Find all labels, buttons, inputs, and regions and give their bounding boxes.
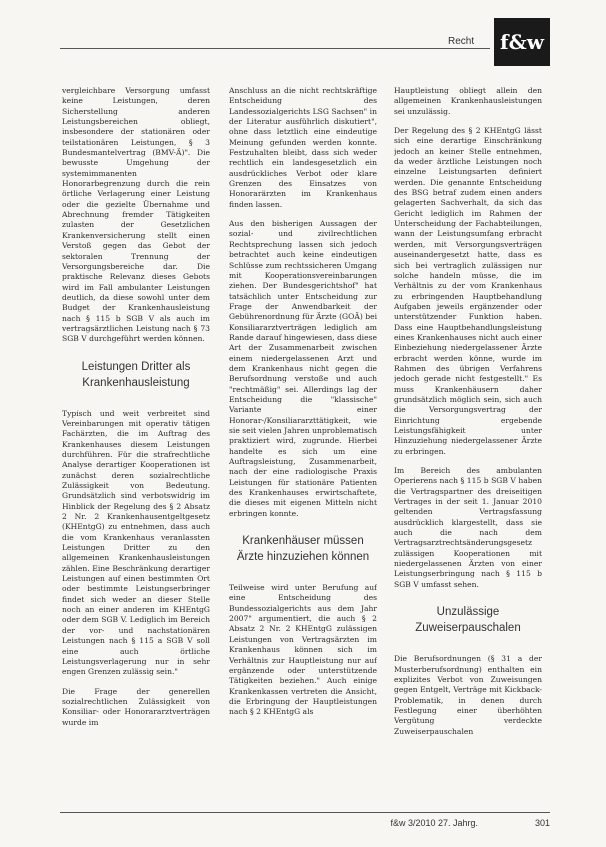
- body-paragraph: Im Bereich des ambulanten Operierens nach § 115 b SGB V haben die Vertragspartner des dreiseitigen Vertrages in der seit 1. Januar 2010 geltenden Vertragsfassung ausdrücklich klargestellt, dass sie auch die nach dem Vertragsarztrechtsänderungsgesetz zulässigen Kooperationen mit niedergelassenen Ärzten von einer Leistungserbringung nach § 115 b SGB V umfasst sehen.: [394, 466, 542, 589]
- page-number: 301: [534, 818, 550, 828]
- body-paragraph: Die Berufsordnungen (§ 31 a der Musterberufsordnung) enthalten ein explizites Verbot von Zuweisungen gegen Entgelt, Verträge mit Kickback-Problematik, in denen durch Festlegung einer überhöhten Vergütung verdeckte Zuweiserpauschalen: [394, 654, 542, 736]
- body-paragraph: Teilweise wird unter Berufung auf eine Entscheidung des Bundessozialgerichts aus dem Jahr 2007" argumentiert, die auch § 2 Absatz 2 Nr. 2 KHEntgG zulässigen Leistungen von Vertragsärzten im Krankenhaus können sich im Verhältnis zur Hauptleistung nur auf ergänzende oder unterstützende Tätigkeiten beziehen." Auch einige Krankenkassen vertreten die Ansicht, die Erbringung der Hauptleistungen nach § 2 KHEntgG als: [229, 583, 377, 717]
- footer-issue: f&w 3/2010 27. Jahrg.: [390, 818, 478, 828]
- body-paragraph: Aus den bisherigen Aussagen der sozial- und zivilrechtlichen Rechtsprechung lassen sich jedoch betrachtet auch keine eindeutigen Schlüsse zum rechtssicheren Umgang mit Kooperationsvereinbarungen ziehen. Der Bundesgerichtshof" hat tatsächlich unter Entscheidung zur Frage der Anwendbarkeit der Gebührenordnung für Ärzte (GOÄ) bei Konsiliararztverträgen lediglich am Rande darauf hingewiesen, dass diese Art der Zusammenarbeit zwischen einem niedergelassenen Arzt und dem Krankenhaus nicht gegen die Berufsordnung verstoße und auch "rechtmäßig" sei. Allerdings lag der Entscheidung die "klassische" Variante einer Honorar-/Konsiliararzttätigkeit, wie sie seit vielen Jahren unproblematisch praktiziert wird, zugrunde. Hierbei handelte es sich um eine Auftragsleistung, Zusammenarbeit, nach der eine radiologische Praxis Leistungen für stationäre Patienten des Krankenhauses erwirtschaftete, die dieses mit eigenen Mitteln nicht erbringen konnte.: [229, 219, 377, 518]
- body-paragraph: Hauptleistung obliegt allein den allgemeinen Krankenhausleistungen sei unzulässig.: [394, 86, 542, 116]
- article-column-1: [62, 86, 210, 737]
- header-rule: [60, 48, 490, 49]
- body-paragraph: Typisch und weit verbreitet sind Vereinbarungen mit operativ tätigen Fachärzten, die im Auftrag des Krankenhauses diesem Leistungen durchführen. Für die strafrechtliche Analyse derartiger Kooperationen ist zunächst deren sozialrechtliche Zulässigkeit von Bedeutung. Grundsätzlich sind verbotswidrig im Hinblick der Regelung des § 2 Absatz 2 Nr. 2 Krankenhausentgeltgesetz (KHEntgG) zu entnehmen, dass auch die vom Krankenhaus veranlassten Leistungen Dritter zu den allgemeinen Krankenhausleistungen zählen. Eine Beschränkung derartiger Leistungen auf einen bestimmten Ort oder bestimmte Leistungserbringer findet sich weder an dieser Stelle noch an einer anderen im KHEntgG oder dem SGB V. Lediglich im Bereich der vor- und nachstationären Leistungen nach § 115 a SGB V soll eine auch örtliche Leistungsverlagerung nur in sehr engen Grenzen zulässig sein.": [62, 408, 210, 677]
- section-heading: Unzulässige Zuweiserpauschalen: [415, 606, 521, 635]
- article-column-2: [229, 86, 377, 727]
- footer-rule: [60, 812, 550, 813]
- body-paragraph: vergleichbare Versorgung umfasst keine Leistungen, deren Sicherstellung anderen Leistungsbereichen obliegt, insbesondere der stationären oder teilstationären Leistungen, § 3 Bundesmantelvertrag (BMV-Ä)". Die bewusste Umgehung der systemimmanenten Honorarbegrenzung durch die rein örtliche Verlagerung einer Leistung oder die gezielte Übernahme und Abrechnung fremder Tätigkeiten zulasten der Gesetzlichen Krankenversicherung stellt einen Verstoß gegen das Gebot der sektoralen Trennung der Versorgungsbereiche dar. Die praktische Relevanz dieses Gebots wird im Fall ambulanter Leistungen deutlich, da diese sowohl unter dem Budget der Krankenhausleistung nach § 115 b SGB V als auch im vertragsärztlichen Leistung nach § 73 SGB V durchgeführt werden können.: [62, 86, 210, 344]
- journal-logo: f&w: [494, 18, 550, 66]
- section-heading: Krankenhäuser müssen Ärzte hinzuziehen können: [236, 535, 370, 564]
- body-paragraph: Anschluss an die nicht rechtskräftige Entscheidung des Landessozialgerichts LSG Sachsen" in der Literatur ausführlich diskutiert", ohne dass letztlich eine eindeutige Meinung gefunden werden konnte. Festzuhalten bleibt, dass sich weder rechtlich ein landesgesetzlich ein ausdrückliches Verbot oder klare Grenzen des Einsatzes von Honorarärzten im Krankenhaus finden lassen.: [229, 86, 377, 209]
- body-paragraph: Der Regelung des § 2 KHEntgG lässt sich eine derartige Einschränkung jedoch an keiner Stelle entnehmen, da weder ärztliche Leistungen noch einzelne Leistungsarten definiert werden. Die genannte Entscheidung des BSG betraf zudem einen anders gelagerten Sachverhalt, da sich das Gericht lediglich im Rahmen der Unterscheidung der Fachabteilungen, wann der Leistungsumfang erbracht werden, mit Versorgungsverträgen auseinandergesetzt hatte, dass es sich bei vertraglich zulässigen nur solche handeln müsse, die im Verhältnis zu der vom Krankenhaus zu erbringenden Hauptbehandlung Aufgaben jeweils ergänzender oder unterstützender Funktion haben. Dass eine Hauptbehandlungsleistung eines Krankenhauses nicht auch einer Einbeziehung niedergelassener Ärzte erbracht werden könne, wurde im Rahmen des übrigen Verfahrens jedoch gerade nicht festgestellt." Es muss Krankenhäusern daher grundsätzlich möglich sein, sich auch die Versorgungsvertrag der Einrichtung ergebende Leistungsfähigkeit unter Hinzuziehung niedergelassener Ärzte zu erbringen.: [394, 126, 542, 456]
- section-heading: Leistungen Dritter als Krankenhausleistung: [81, 360, 191, 389]
- body-paragraph: Die Frage der generellen sozialrechtlichen Zulässigkeit von Konsiliar- oder Honorararztverträgen wurde im: [62, 686, 210, 727]
- section-label: Recht: [448, 36, 475, 47]
- article-column-3: [394, 86, 542, 746]
